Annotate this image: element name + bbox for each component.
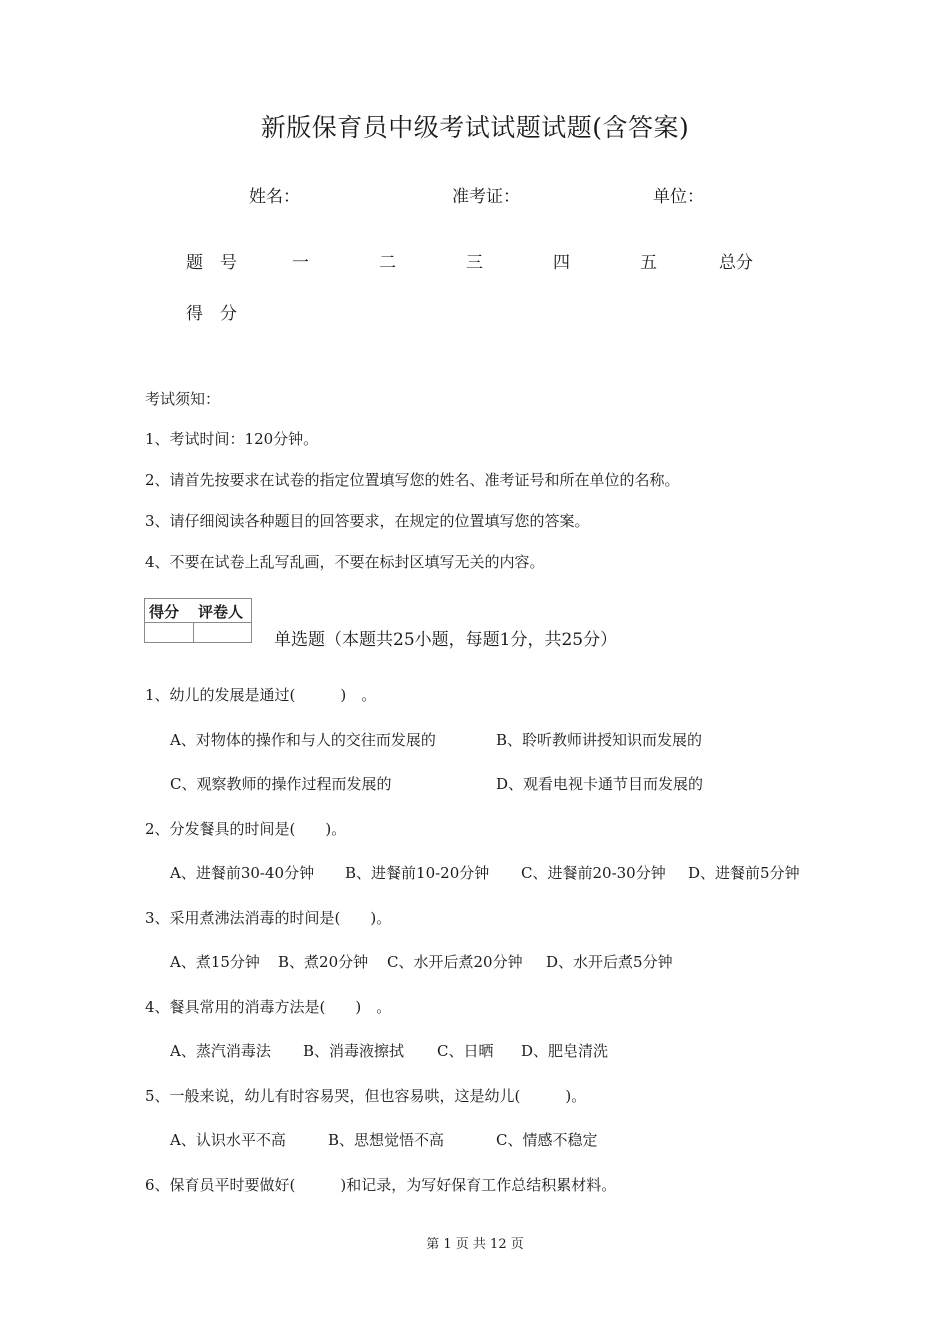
name-label: 姓名： [249, 187, 300, 207]
unit-label: 单位： [653, 187, 704, 207]
question-option: B、煮20分钟 [278, 953, 369, 971]
question-option: B、消毒液擦拭 [303, 1042, 405, 1060]
notice-item: 3、请仔细阅读各种题目的回答要求，在规定的位置填写您的答案。 [145, 512, 590, 530]
score-header-label: 题 号 [186, 253, 237, 273]
score-header-2: 二 [379, 253, 396, 273]
question-option: A、进餐前30-40分钟 [170, 864, 315, 882]
question-option: C、情感不稳定 [496, 1131, 598, 1149]
question-option: A、认识水平不高 [170, 1131, 286, 1149]
question-option: D、进餐前5分钟 [688, 864, 800, 882]
grader-score-label: 得分 [149, 603, 180, 621]
page-footer: 第 1 页 共 12 页 [426, 1237, 524, 1252]
question-option: C、观察教师的操作过程而发展的 [170, 775, 392, 793]
question-stem: 1、幼儿的发展是通过( ) 。 [145, 686, 377, 704]
grader-name-label: 评卷人 [198, 603, 244, 621]
exam-id-label: 准考证： [452, 187, 520, 207]
score-header-4: 四 [553, 253, 570, 273]
question-option: B、思想觉悟不高 [328, 1131, 445, 1149]
question-option: A、对物体的操作和与人的交往而发展的 [170, 731, 436, 749]
page-title: 新版保育员中级考试试题试题(含答案) [260, 113, 690, 142]
notice-item: 1、考试时间：120分钟。 [145, 430, 319, 448]
question-option: B、进餐前10-20分钟 [345, 864, 490, 882]
score-header-total: 总分 [719, 253, 753, 273]
question-stem: 2、分发餐具的时间是( )。 [145, 820, 347, 838]
grader-divider [193, 622, 194, 642]
notice-heading: 考试须知： [145, 390, 221, 408]
question-option: C、水开后煮20分钟 [387, 953, 523, 971]
score-header-3: 三 [466, 253, 483, 273]
question-stem: 4、餐具常用的消毒方法是( ) 。 [145, 998, 392, 1016]
score-header-5: 五 [640, 253, 657, 273]
question-option: D、水开后煮5分钟 [546, 953, 673, 971]
notice-item: 4、不要在试卷上乱写乱画，不要在标封区填写无关的内容。 [145, 553, 545, 571]
question-option: D、观看电视卡通节目而发展的 [496, 775, 704, 793]
question-stem: 3、采用煮沸法消毒的时间是( )。 [145, 909, 392, 927]
question-option: B、聆听教师讲授知识而发展的 [496, 731, 703, 749]
question-option: D、肥皂清洗 [521, 1042, 609, 1060]
score-row-label: 得 分 [186, 304, 237, 324]
section-title: 单选题（本题共25小题，每题1分，共25分） [274, 630, 618, 650]
score-header-1: 一 [292, 253, 309, 273]
question-option: C、日晒 [437, 1042, 494, 1060]
question-option: C、进餐前20-30分钟 [521, 864, 666, 882]
grader-box [144, 598, 252, 643]
question-option: A、蒸汽消毒法 [170, 1042, 271, 1060]
question-stem: 6、保育员平时要做好( )和记录，为写好保育工作总结积累材料。 [145, 1176, 617, 1194]
question-option: A、煮15分钟 [170, 953, 260, 971]
question-stem: 5、一般来说，幼儿有时容易哭，但也容易哄，这是幼儿( )。 [145, 1087, 587, 1105]
grader-divider [145, 622, 251, 623]
notice-item: 2、请首先按要求在试卷的指定位置填写您的姓名、准考证号和所在单位的名称。 [145, 471, 680, 489]
